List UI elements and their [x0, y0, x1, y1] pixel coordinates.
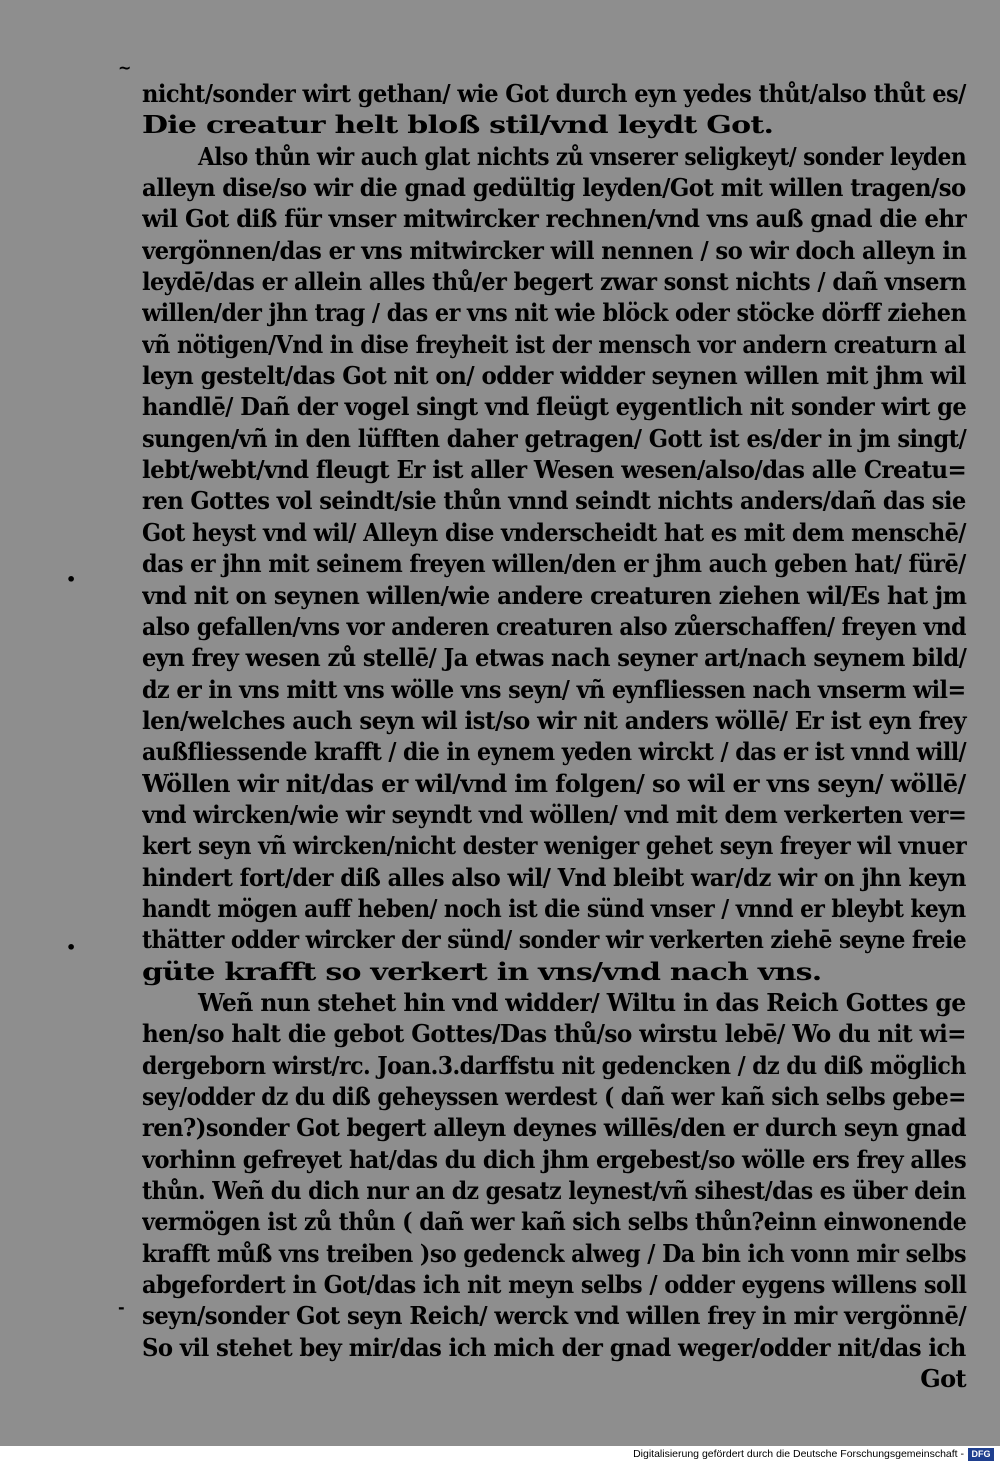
- text-line: das er jhn mit seinem freyen willen/den er jhm auch geben hat/ fürē/: [142, 549, 966, 579]
- margin-mark: -: [118, 1298, 125, 1317]
- text-line: vermögen ist zů thůn ( dañ wer kañ sich selbs thůn?einn einwonende: [142, 1207, 967, 1237]
- text-line: vñ nötigen/Vnd in dise freyheit ist der mensch vor andern creaturn al: [142, 329, 966, 359]
- digitization-credit: Digitalisierung gefördert durch die Deutsche Forschungsgemeinschaft -: [633, 1448, 964, 1460]
- margin-mark: ~: [118, 58, 132, 77]
- footer-bar: [0, 1446, 1000, 1464]
- text-line: sey/odder dz du diß geheyssen werdest ( dañ wer kañ sich selbs gebe=: [142, 1082, 966, 1111]
- text-line: Wöllen wir nit/das er wil/vnd im folgen/ so wil er vns seyn/ wöllē/: [142, 768, 966, 798]
- text-line: Got heyst vnd wil/ Alleyn dise vnderscheidt hat es mit dem menschē/: [142, 517, 966, 547]
- catchword: Got: [920, 1364, 966, 1394]
- text-line: vergönnen/das er vns mitwircker will nennen / so wir doch alleyn in: [142, 235, 967, 265]
- text-line: thätter odder wircker der sünd/ sonder wir verkerten ziehē seyne freie: [142, 925, 967, 955]
- margin-mark: •: [66, 570, 77, 589]
- text-line: Die creatur helt bloß stil/vnd leydt Got.: [142, 110, 774, 140]
- text-line: güte krafft so verkert in vns/vnd nach vns.: [142, 956, 822, 986]
- text-line: seyn/sonder Got seyn Reich/ werck vnd willen frey in mir vergönnē/: [142, 1301, 967, 1331]
- text-line: hindert fort/der diß alles also wil/ Vnd bleibt war/dz wir on jhn keyn: [142, 862, 966, 892]
- dfg-logo: DFG: [968, 1448, 994, 1461]
- text-line: handlē/ Dañ der vogel singt vnd fleügt eygentlich nit sonder wirt ge: [142, 392, 967, 422]
- text-line: vnd nit on seynen willen/wie andere creaturen ziehen wil/Es hat jm: [142, 580, 967, 610]
- text-line: lebt/webt/vnd fleugt Er ist aller Wesen wesen/also/das alle Creatu=: [142, 455, 967, 485]
- text-line: sungen/vñ in den lüfften daher getragen/ Gott ist es/der in jm singt/: [142, 423, 967, 453]
- text-line: willen/der jhn trag / das er vns nit wie blöck oder stöcke dörff ziehen: [142, 298, 967, 328]
- text-line: len/welches auch seyn wil ist/so wir nit anders wöllē/ Er ist eyn frey: [142, 705, 966, 735]
- text-line: Weñ nun stehet hin vnd widder/ Wiltu in das Reich Gottes ge: [198, 987, 966, 1017]
- text-line: leydē/das er allein alles thů/er begert zwar sonst nichts / dañ vnsern: [142, 267, 967, 297]
- text-line: leyn gestelt/das Got nit on/ odder widder seynen willen mit jhm wil: [142, 361, 966, 391]
- text-line: vorhinn gefreyet hat/das du dich jhm ergebest/so wölle ers frey alles: [142, 1144, 967, 1174]
- text-line: ren?)sonder Got begert alleyn deynes willēs/den er durch seyn gnad: [142, 1113, 967, 1143]
- text-line: krafft můß vns treiben )so gedenck alweg / Da bin ich vonn mir selbs: [142, 1238, 967, 1268]
- text-line: So vil stehet bey mir/das ich mich der gnad weger/odder nit/das ich: [142, 1332, 966, 1362]
- text-line: hen/so halt die gebot Gottes/Das thů/so wirstu lebē/ Wo du nit wi=: [142, 1019, 966, 1049]
- text-line: thůn. Weñ du dich nur an dz gesatz leynest/vñ sihest/das es über dein: [142, 1176, 966, 1206]
- text-line: dergeborn wirst/rc. Joan.3.darffstu nit gedencken / dz du diß möglich: [142, 1050, 966, 1080]
- text-line: eyn frey wesen zů stellē/ Ja etwas nach seyner art/nach seynem bild/: [142, 643, 967, 673]
- text-line: außfliessende krafft / die in eynem yeden wirckt / das er ist vnnd will/: [142, 737, 967, 767]
- text-line: abgefordert in Got/das ich nit meyn selbs / odder eygens willens soll: [142, 1270, 967, 1300]
- text-line: handt mögen auff heben/ noch ist die sünd vnser / vnnd er bleybt keyn: [142, 893, 966, 923]
- text-line: wil Got diß für vnser mitwircker rechnen/vnd vns auß gnad die ehr: [142, 204, 967, 234]
- text-line: nicht/sonder wirt gethan/ wie Got durch eyn yedes thůt/also thůt es/: [142, 79, 966, 108]
- text-line: Also thůn wir auch glat nichts zů vnserer seligkeyt/ sonder leyden: [198, 141, 967, 171]
- text-line: also gefallen/vns vor anderen creaturen also zůerschaffen/ freyen vnd: [142, 611, 967, 641]
- text-line: alleyn dise/so wir die gnad gedültig leyden/Got mit willen tragen/so: [142, 173, 966, 203]
- text-line: kert seyn vñ wircken/nicht dester weniger gehet seyn freyer wil vnuer: [142, 831, 967, 861]
- text-line: vnd wircken/wie wir seyndt vnd wöllen/ vnd mit dem verkerten ver=: [142, 799, 967, 829]
- body-text: [142, 78, 972, 1394]
- text-line: dz er in vns mitt vns wölle vns seyn/ vñ eynfliessen nach vnserm wil=: [142, 674, 966, 704]
- text-line: ren Gottes vol seindt/sie thůn vnnd seindt nichts anders/dañ das sie: [142, 486, 966, 516]
- margin-mark: •: [66, 938, 77, 957]
